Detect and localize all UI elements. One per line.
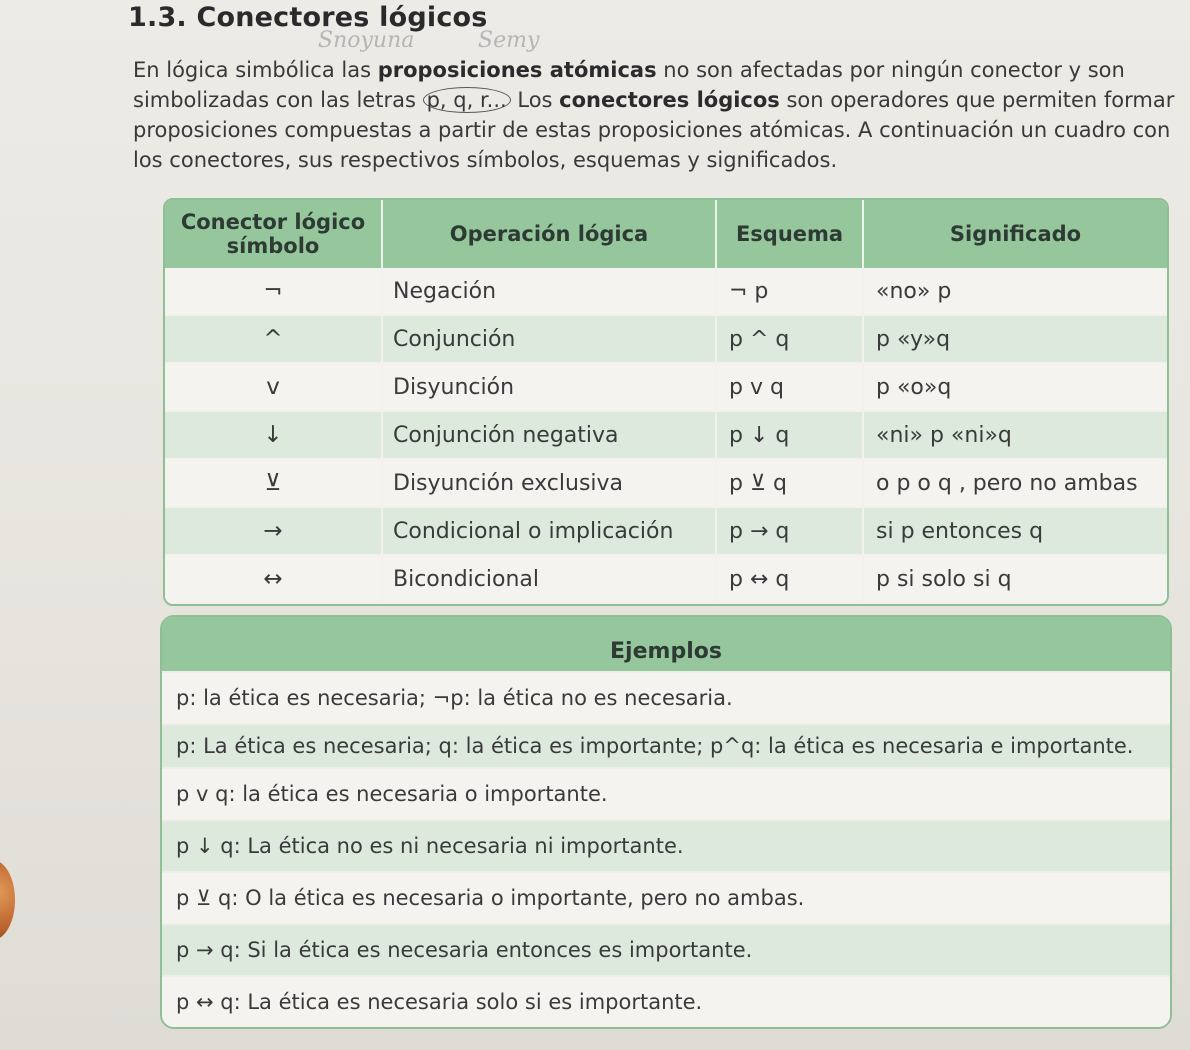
meaning-cell: «ni» p «ni»q — [863, 411, 1167, 459]
intro-letters: p, q, r... — [423, 87, 511, 113]
connectors-table — [163, 198, 1169, 606]
connector-symbol: ⊻ — [165, 459, 382, 507]
intro-text-3: Los — [510, 88, 560, 112]
header-meaning: Significado — [863, 200, 1167, 268]
example-row: p: La ética es necesaria; q: la ética es importante; p^q: la ética es necesaria e importante. — [162, 723, 1170, 767]
table-row — [165, 363, 1167, 411]
intro-bold-atomic: proposiciones atómicas — [377, 58, 657, 82]
schema-cell: p ↔ q — [716, 555, 863, 603]
intro-text-1: En lógica simbólica las — [133, 58, 378, 82]
meaning-cell: si p entonces q — [863, 507, 1167, 555]
examples-table — [160, 615, 1172, 1029]
handwritten-note-left: Snoyuna — [318, 28, 415, 53]
operation-cell: Disyunción — [382, 363, 716, 411]
connectors-header-row — [165, 200, 1167, 268]
meaning-cell: p si solo si q — [863, 555, 1167, 603]
examples-title: Ejemplos — [162, 617, 1170, 671]
meaning-cell: p «y»q — [863, 315, 1167, 363]
meaning-cell: p «o»q — [863, 363, 1167, 411]
table-row — [165, 268, 1167, 315]
handwritten-note-right: Semy — [478, 28, 540, 53]
operation-cell: Disyunción exclusiva — [382, 459, 716, 507]
meaning-cell: «no» p — [863, 268, 1167, 315]
schema-cell: p ^ q — [716, 315, 863, 363]
schema-cell: ¬ p — [716, 268, 863, 315]
connector-symbol: ↓ — [165, 411, 382, 459]
connector-symbol: → — [165, 507, 382, 555]
intro-paragraph — [133, 55, 1190, 175]
schema-cell: p ↓ q — [716, 411, 863, 459]
section-title: 1.3. Conectores lógicos — [128, 2, 488, 33]
example-row: p v q: la ética es necesaria o importante. — [162, 767, 1170, 819]
operation-cell: Conjunción negativa — [382, 411, 716, 459]
operation-cell: Condicional o implicación — [382, 507, 716, 555]
intro-text-2: no son afectadas por ningún conector y son simbolizadas con las letras — [133, 58, 1125, 112]
table-row — [165, 411, 1167, 459]
example-row: p → q: Si la ética es necesaria entonces es importante. — [162, 923, 1170, 975]
table-row — [165, 459, 1167, 507]
example-row: p ⊻ q: O la ética es necesaria o importante, pero no ambas. — [162, 871, 1170, 923]
connector-symbol: v — [165, 363, 382, 411]
operation-cell: Conjunción — [382, 315, 716, 363]
header-operation: Operación lógica — [382, 200, 716, 268]
intro-bold-connectors: conectores lógicos — [559, 88, 780, 112]
table-row — [165, 315, 1167, 363]
table-row — [165, 507, 1167, 555]
connector-symbol: ^ — [165, 315, 382, 363]
meaning-cell: o p o q , pero no ambas — [863, 459, 1167, 507]
connector-symbol: ¬ — [165, 268, 382, 315]
operation-cell: Negación — [382, 268, 716, 315]
example-row: p ↔ q: La ética es necesaria solo si es importante. — [162, 975, 1170, 1027]
schema-cell: p v q — [716, 363, 863, 411]
header-connector: Conector lógico símbolo — [165, 200, 382, 268]
example-row: p: la ética es necesaria; ¬p: la ética no es necesaria. — [162, 671, 1170, 723]
schema-cell: p ⊻ q — [716, 459, 863, 507]
table-row — [165, 555, 1167, 603]
schema-cell: p → q — [716, 507, 863, 555]
finger-edge — [0, 860, 15, 940]
connector-symbol: ↔ — [165, 555, 382, 603]
example-row: p ↓ q: La ética no es ni necesaria ni importante. — [162, 819, 1170, 871]
operation-cell: Bicondicional — [382, 555, 716, 603]
intro-text-4: son operadores que permiten formar proposiciones compuestas a partir de estas proposiciones atómicas. A continuación un cuadro con los conectores, sus respectivos símbolos, esquemas y significados. — [133, 88, 1175, 172]
header-schema: Esquema — [716, 200, 863, 268]
